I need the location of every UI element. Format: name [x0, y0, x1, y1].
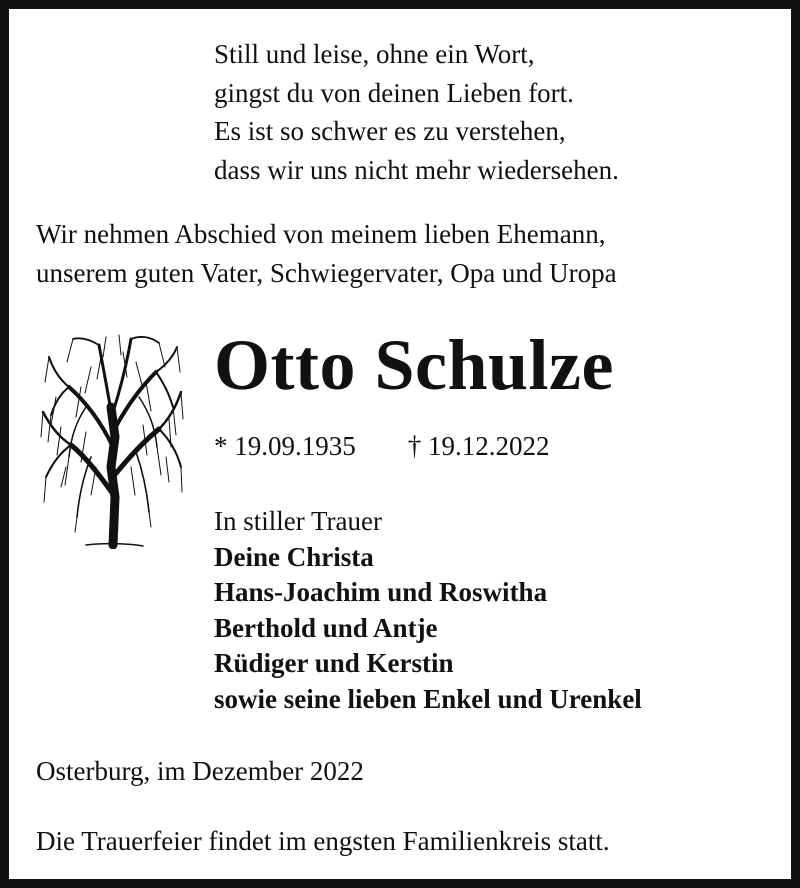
intro-line: unserem guten Vater, Schwiegervater, Opa und Uropa	[36, 257, 617, 288]
mourner-name: Rüdiger und Kerstin	[214, 648, 454, 678]
mourner-name: Hans-Joachim und Roswitha	[214, 577, 548, 607]
mourner-name: Berthold und Antje	[214, 612, 438, 643]
funeral-note: Die Trauerfeier findet im engsten Familienkreis statt.	[36, 826, 610, 856]
poem-line: Es ist so schwer es zu verstehen,	[214, 116, 566, 146]
poem	[214, 35, 619, 189]
weeping-willow-tree-icon	[31, 327, 191, 549]
death-date: † 19.12.2022	[407, 431, 550, 461]
mourning-line: In stiller Trauer	[214, 506, 382, 536]
deceased-name: Otto Schulze	[214, 325, 614, 405]
poem-line: dass wir uns nicht mehr wiedersehen.	[214, 154, 619, 185]
intro-line: Wir nehmen Abschied von meinem lieben Ehemann,	[36, 219, 606, 249]
farewell-intro	[36, 215, 617, 292]
poem-line: Still und leise, ohne ein Wort,	[214, 39, 535, 69]
mourners-block	[214, 504, 642, 717]
mourner-name: Deine Christa	[214, 541, 374, 572]
poem-line: gingst du von deinen Lieben fort.	[214, 77, 574, 108]
mourner-name: sowie seine lieben Enkel und Urenkel	[214, 683, 642, 714]
birth-date: * 19.09.1935	[214, 431, 356, 461]
life-dates	[214, 429, 550, 463]
place-date: Osterburg, im Dezember 2022	[36, 756, 364, 786]
